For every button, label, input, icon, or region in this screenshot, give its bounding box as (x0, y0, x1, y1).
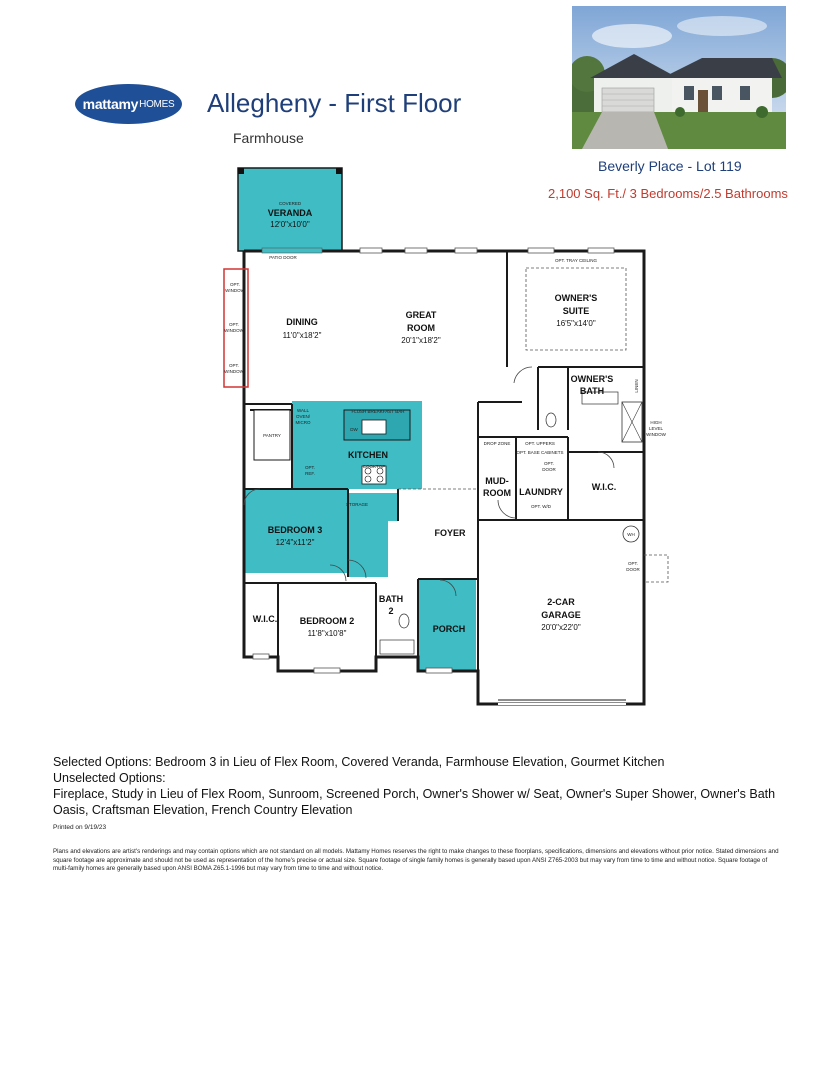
svg-text:SUITE: SUITE (562, 306, 590, 316)
svg-text:BEDROOM 2: BEDROOM 2 (299, 616, 355, 626)
unselected-options-label: Unselected Options: (53, 771, 166, 785)
legal-disclaimer: Plans and elevations are artist's renderings and may contain options which are not standard on all models. Mattamy Homes reserves the right to make changes to these floorplans, specifications, dimensions and elevations without prior notice. Stated dimensions and square footage are approximate and should not be used as representation of the home's precise or actual size. Square footage of single family homes is generally based upon ANSI Z765-2003 but may vary from time to time and without notice. Square footage of multi-family homes are generally based upon ANSI BOMA Z65.1-1996 but may vary from time to time and without notice. (53, 848, 779, 872)
svg-text:OPT.: OPT. (627, 561, 639, 566)
svg-text:BEDROOM 3: BEDROOM 3 (267, 525, 323, 535)
svg-text:BATH: BATH (579, 386, 605, 396)
svg-text:12'0"x10'0": 12'0"x10'0" (270, 220, 310, 229)
svg-text:FOYER: FOYER (434, 528, 466, 538)
svg-text:11'8"x10'8": 11'8"x10'8" (307, 629, 347, 638)
svg-text:KITCHEN: KITCHEN (348, 450, 388, 460)
svg-text:WINDOW: WINDOW (225, 288, 245, 293)
printed-date: Printed on 9/19/23 (53, 824, 107, 831)
storage-area (346, 493, 398, 521)
svg-text:VERANDA: VERANDA (267, 208, 313, 218)
svg-text:WINDOW: WINDOW (224, 328, 244, 333)
svg-text:MICRO: MICRO (295, 420, 311, 425)
svg-text:BATH: BATH (378, 594, 404, 604)
svg-text:20'0"x22'0": 20'0"x22'0" (541, 623, 581, 632)
svg-text:DOOR: DOOR (626, 567, 640, 572)
svg-text:OPT.: OPT. (229, 282, 241, 287)
svg-text:11'0"x18'2": 11'0"x18'2" (282, 331, 322, 340)
svg-text:PATIO DOOR: PATIO DOOR (269, 255, 297, 260)
svg-text:12'4"x11'2": 12'4"x11'2" (275, 538, 315, 547)
svg-text:WH: WH (627, 532, 635, 537)
floor-plan (220, 162, 680, 710)
svg-text:PANTRY: PANTRY (263, 433, 281, 438)
svg-text:W.I.C.: W.I.C. (252, 614, 278, 624)
svg-text:OWNER'S: OWNER'S (570, 374, 614, 384)
elevation-name: Farmhouse (233, 130, 304, 146)
svg-text:WALL: WALL (296, 408, 310, 413)
svg-text:DW: DW (350, 427, 358, 432)
logo-sub-text: HOMES (139, 98, 175, 110)
mattamy-homes-logo (75, 84, 182, 124)
svg-text:WINDOW: WINDOW (224, 369, 244, 374)
unselected-options: Fireplace, Study in Lieu of Flex Room, Sunroom, Screened Porch, Owner's Shower w/ Seat, Owner's Super Shower, Owner's Bath Oasis, Craftsman Elevation, French Country Elevation (53, 787, 776, 817)
svg-text:MUD-: MUD- (485, 476, 509, 486)
svg-text:OPT. UPPERS: OPT. UPPERS (525, 441, 555, 446)
svg-text:LEVEL: LEVEL (648, 426, 664, 431)
svg-text:COVERED: COVERED (278, 201, 302, 206)
svg-text:REF.: REF. (305, 471, 315, 476)
svg-text:GARAGE: GARAGE (541, 610, 581, 620)
svg-text:DOOR: DOOR (542, 467, 556, 472)
home-specs: 2,100 Sq. Ft./ 3 Bedrooms/2.5 Bathrooms (548, 186, 788, 201)
svg-text:GREAT: GREAT (405, 310, 437, 320)
svg-text:W.I.C.: W.I.C. (591, 482, 617, 492)
svg-text:LAUNDRY: LAUNDRY (519, 487, 563, 497)
svg-text:OPT.: OPT. (304, 465, 316, 470)
svg-text:20'1"x18'2": 20'1"x18'2" (401, 336, 441, 345)
options-notes (53, 754, 813, 818)
svg-text:FLUSH BREAKFAST BAR: FLUSH BREAKFAST BAR (351, 409, 405, 414)
svg-text:OPT.: OPT. (228, 363, 240, 368)
svg-text:OWNER'S: OWNER'S (554, 293, 598, 303)
page-title: Allegheny - First Floor (207, 88, 462, 118)
svg-text:STORAGE: STORAGE (346, 502, 368, 507)
svg-text:DINING: DINING (286, 317, 318, 327)
svg-text:2-CAR: 2-CAR (547, 597, 575, 607)
svg-text:OPT. W/D: OPT. W/D (531, 504, 551, 509)
svg-text:COOKTOP: COOKTOP (362, 464, 386, 469)
selected-options: Selected Options: Bedroom 3 in Lieu of Flex Room, Covered Veranda, Farmhouse Elevation, Gourmet Kitchen (53, 755, 665, 769)
svg-text:LINEN: LINEN (634, 379, 639, 393)
logo-main-text: mattamy (82, 96, 139, 112)
svg-text:HIGH: HIGH (650, 420, 662, 425)
svg-text:OPT.: OPT. (228, 322, 240, 327)
svg-text:OVEN/: OVEN/ (295, 414, 311, 419)
svg-text:OPT.: OPT. (543, 461, 555, 466)
svg-text:OPT. TRAY CEILING: OPT. TRAY CEILING (554, 258, 598, 263)
svg-text:16'5"x14'0": 16'5"x14'0" (556, 319, 596, 328)
svg-text:WINDOW: WINDOW (646, 432, 666, 437)
svg-text:DROP ZONE: DROP ZONE (483, 441, 511, 446)
svg-text:OPT. BASE CABINETS: OPT. BASE CABINETS (516, 450, 564, 455)
svg-text:PORCH: PORCH (432, 624, 466, 634)
home-elevation-image (572, 6, 786, 149)
svg-text:ROOM: ROOM (483, 488, 511, 498)
svg-text:2: 2 (388, 606, 394, 616)
svg-text:ROOM: ROOM (407, 323, 435, 333)
community-lot: Beverly Place - Lot 119 (598, 158, 742, 174)
bedroom3-closet-area (348, 521, 388, 577)
patio-door (262, 248, 322, 253)
